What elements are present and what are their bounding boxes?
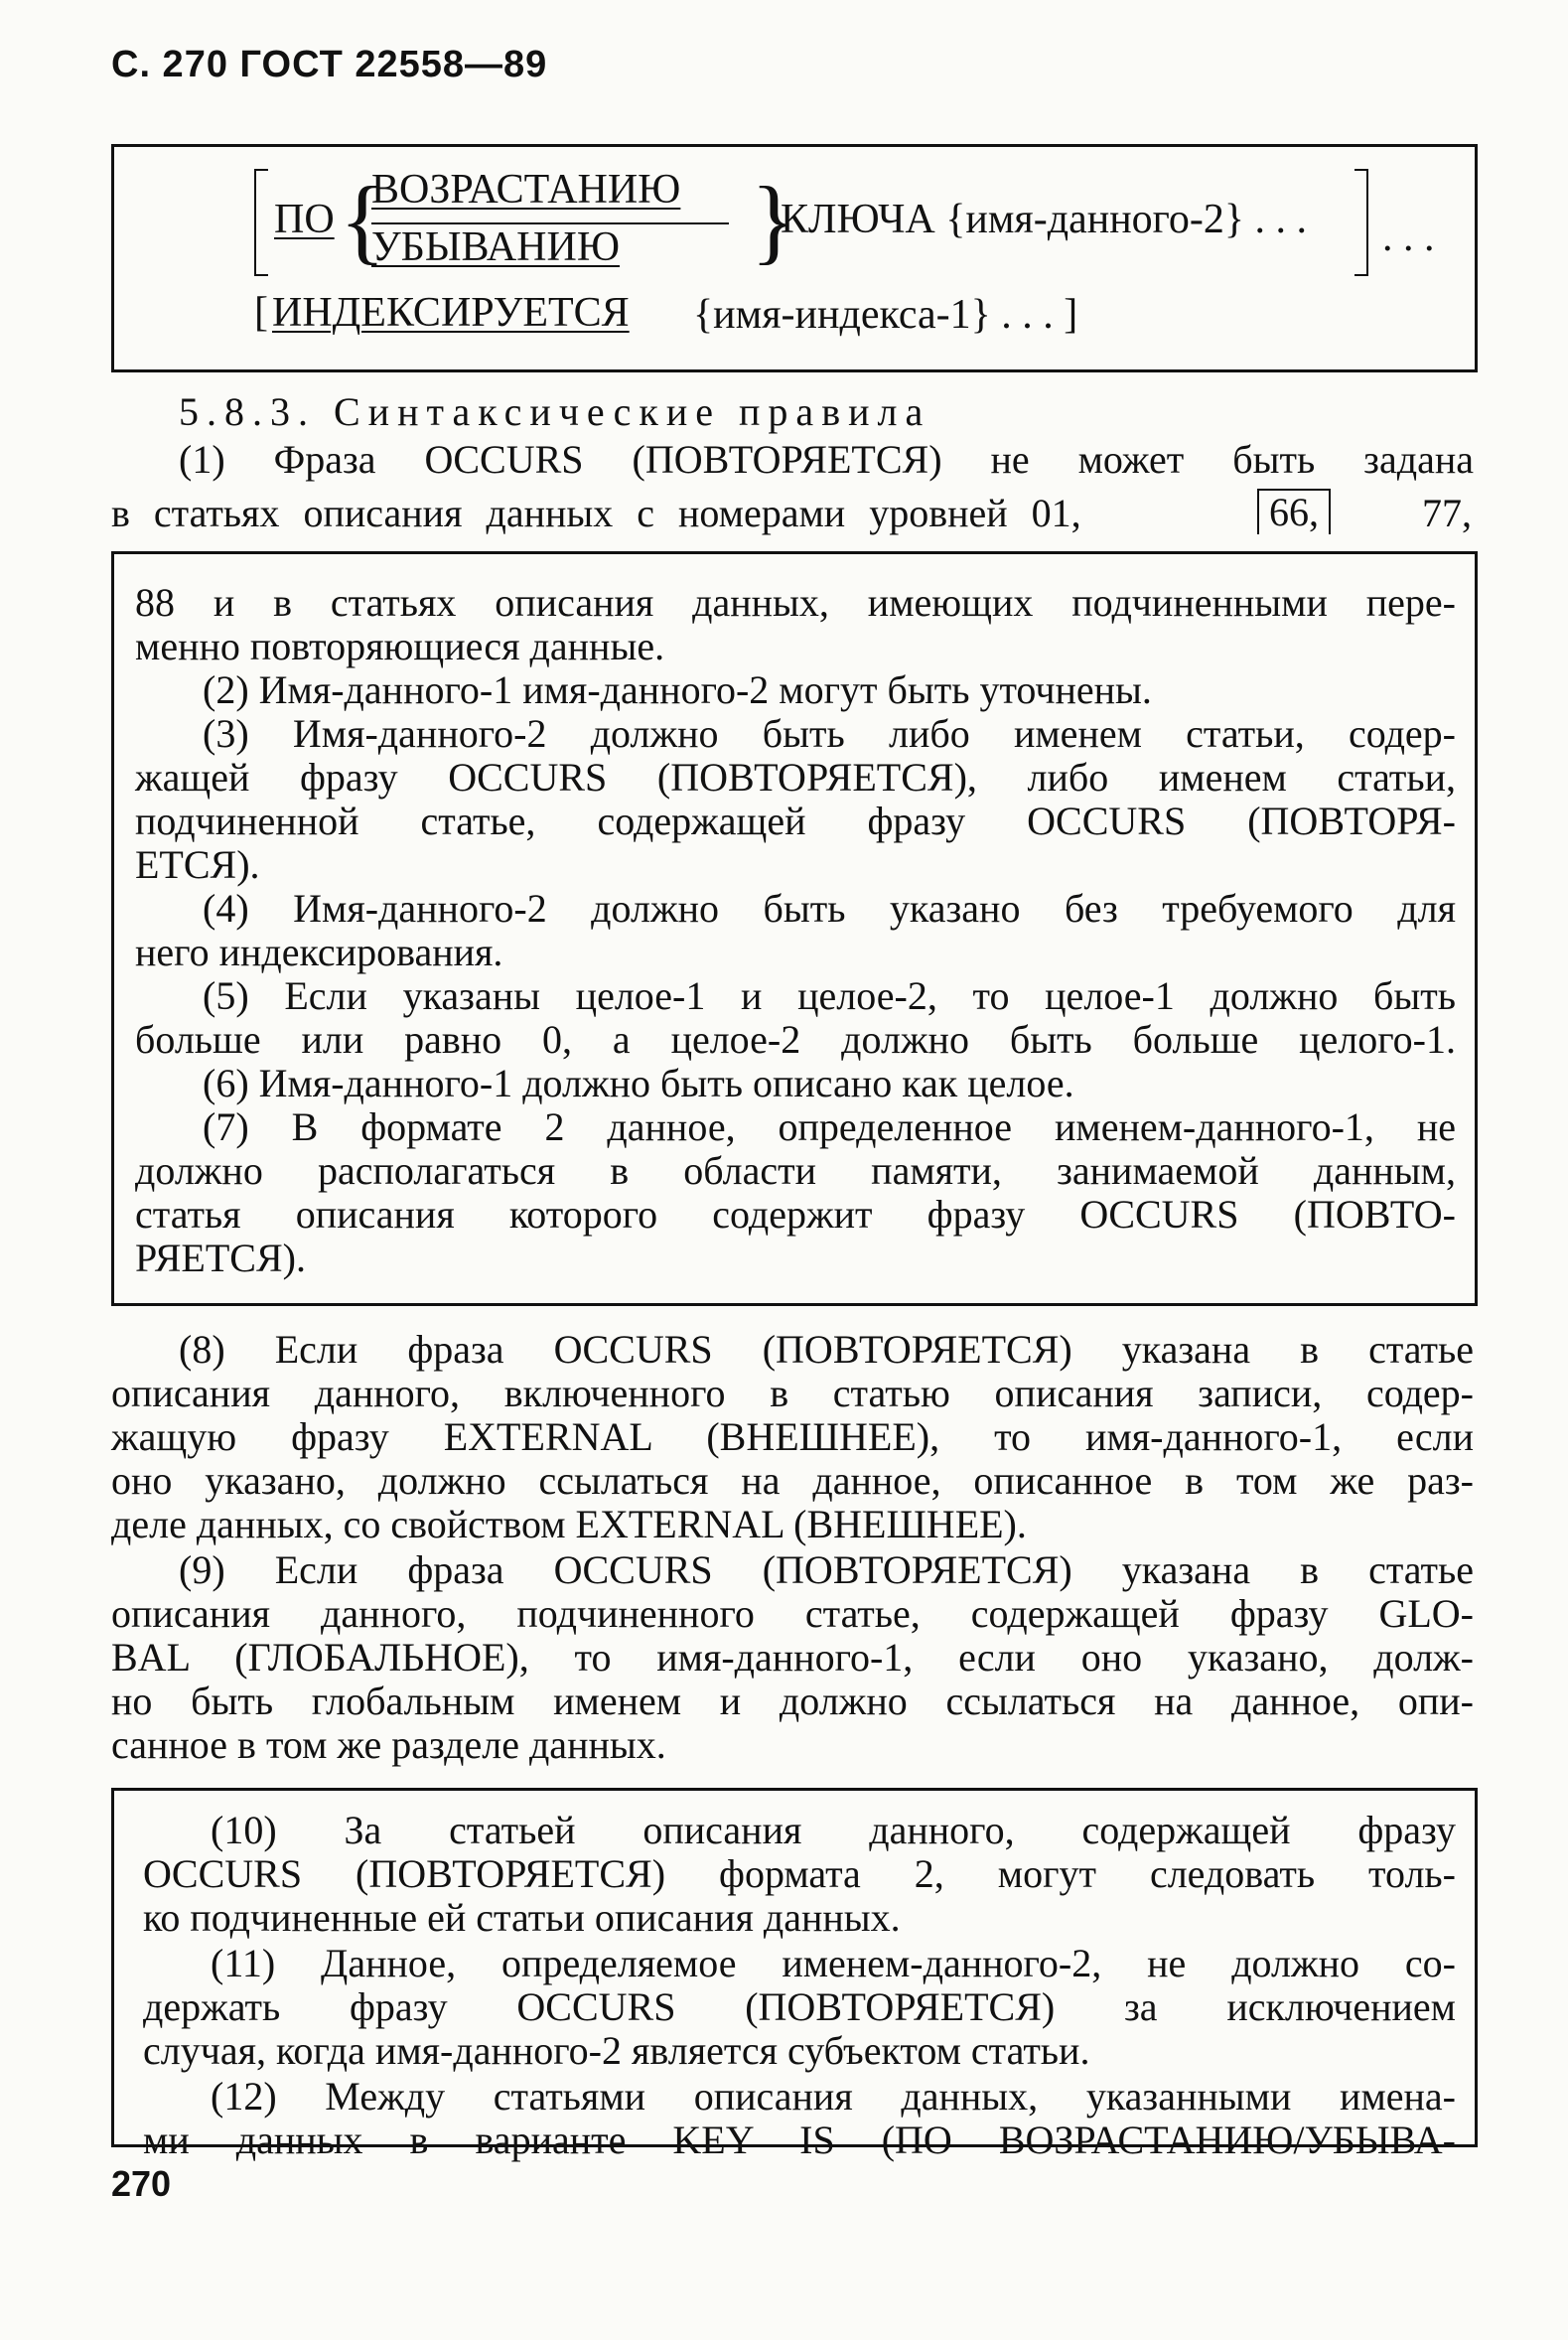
box-1-bottom-border <box>111 1303 1478 1306</box>
box-1-line-3: (2) Имя-данного-1 имя-данного-2 могут быть уточнены. <box>203 667 1152 712</box>
rule-1-line-2: в статьях описания данных с номерами уровней 01, <box>111 491 1081 535</box>
box-1-line-13: (7) В формате 2 данное, определенное именем-данного-1, не <box>203 1104 1456 1149</box>
indexed-clause: {имя-индекса-1} . . . ] <box>693 292 1078 338</box>
format-box-bottom-border <box>111 369 1478 372</box>
box-2-line-1: (10) За статьей описания данного, содержащей фразу <box>211 1808 1456 1852</box>
middle-line-2: описания данного, включенного в статью описания записи, содер- <box>111 1371 1474 1415</box>
ascending-keyword: ВОЗРАСТАНИЮ <box>371 167 681 213</box>
box-1-line-8: (4) Имя-данного-2 должно быть указано без требуемого для <box>203 886 1456 931</box>
box-1-line-4: (3) Имя-данного-2 должно быть либо именем статьи, содер- <box>203 711 1456 756</box>
box-2-line-8: ми данных в варианте KEY IS (ПО ВОЗРАСТАНИЮ/УБЫВА- <box>143 2118 1456 2162</box>
box-1-line-7: ЕТСЯ). <box>135 842 260 887</box>
close-bracket-1 <box>1354 169 1368 276</box>
middle-line-10: санное в том же разделе данных. <box>111 1722 666 1767</box>
box-1-line-16: РЯЕТСЯ). <box>135 1236 306 1280</box>
rule-1-level-77: 77, <box>1422 491 1472 535</box>
page-number: 270 <box>111 2163 172 2204</box>
middle-line-3: жащую фразу EXTERNAL (ВНЕШНЕЕ), то имя-данного-1, если <box>111 1414 1474 1459</box>
rule-1-line-1: (1) Фраза OCCURS (ПОВТОРЯЕТСЯ) не может быть задана <box>179 437 1474 482</box>
box-1-line-12: (6) Имя-данного-1 должно быть описано как целое. <box>203 1061 1074 1105</box>
middle-line-5: деле данных, со свойством EXTERNAL (ВНЕШНЕЕ). <box>111 1502 1027 1546</box>
box-1-line-6: подчиненной статье, содержащей фразу OCCURS (ПОВТОРЯ- <box>135 799 1456 843</box>
box-1-line-1: 88 и в статьях описания данных, имеющих подчиненными пере- <box>135 580 1456 625</box>
descending-keyword: УБЫВАНИЮ <box>371 224 621 270</box>
box-2-line-4: (11) Данное, определяемое именем-данного-2, не должно со- <box>211 1941 1456 1985</box>
section-heading: 5.8.3. Синтаксические правила <box>179 389 931 434</box>
key-clause: КЛЮЧА {имя-данного-2} . . . <box>781 197 1308 242</box>
middle-line-4: оно указано, должно ссылаться на данное, описанное в том же раз- <box>111 1458 1474 1503</box>
open-brace: { <box>340 167 386 273</box>
box-2-line-6: случая, когда имя-данного-2 является субъектом статьи. <box>143 2028 1090 2073</box>
box-2-line-3: ко подчиненные ей статьи описания данных. <box>143 1895 901 1940</box>
level-66-box: 66, <box>1257 489 1331 534</box>
box-1-line-11: больше или равно 0, а целое-2 должно быть больше целого-1. <box>135 1017 1456 1062</box>
middle-line-7: описания данного, подчиненного статье, содержащей фразу GLO- <box>111 1591 1474 1636</box>
box-1-line-15: статья описания которого содержит фразу OCCURS (ПОВТО- <box>135 1192 1456 1237</box>
box-2-line-7: (12) Между статьями описания данных, указанными имена- <box>211 2074 1456 2119</box>
open-bracket-1 <box>254 169 268 276</box>
middle-line-8: BAL (ГЛОБАЛЬНОЕ), то имя-данного-1, если оно указано, долж- <box>111 1635 1474 1680</box>
box-2-line-5: держать фразу OCCURS (ПОВТОРЯЕТСЯ) за исключением <box>143 1984 1456 2029</box>
box-1-line-5: жащей фразу OCCURS (ПОВТОРЯЕТСЯ), либо именем статьи, <box>135 755 1456 800</box>
box-1-line-2: менно повторяющиеся данные. <box>135 624 665 668</box>
close-brace: } <box>751 167 797 273</box>
indexed-keyword: ИНДЕКСИРУЕТСЯ <box>272 290 630 336</box>
page-header: С. 270 ГОСТ 22558—89 <box>111 44 548 85</box>
indexed-open-bracket: [ <box>254 290 268 336</box>
box-1-line-14: должно располагаться в области памяти, занимаемой данным, <box>135 1148 1456 1193</box>
box-1-line-10: (5) Если указаны целое-1 и целое-2, то целое-1 должно быть <box>203 973 1456 1018</box>
middle-line-6: (9) Если фраза OCCURS (ПОВТОРЯЕТСЯ) указана в статье <box>179 1547 1474 1592</box>
box-1-line-9: него индексирования. <box>135 930 503 974</box>
po-keyword: ПО <box>274 197 335 242</box>
middle-line-1: (8) Если фраза OCCURS (ПОВТОРЯЕТСЯ) указана в статье <box>179 1327 1474 1372</box>
middle-line-9: но быть глобальным именем и должно ссылаться на данное, опи- <box>111 1679 1474 1723</box>
repeat-dots: . . . <box>1382 215 1435 260</box>
box-2-line-2: OCCURS (ПОВТОРЯЕТСЯ) формата 2, могут следовать толь- <box>143 1851 1456 1896</box>
